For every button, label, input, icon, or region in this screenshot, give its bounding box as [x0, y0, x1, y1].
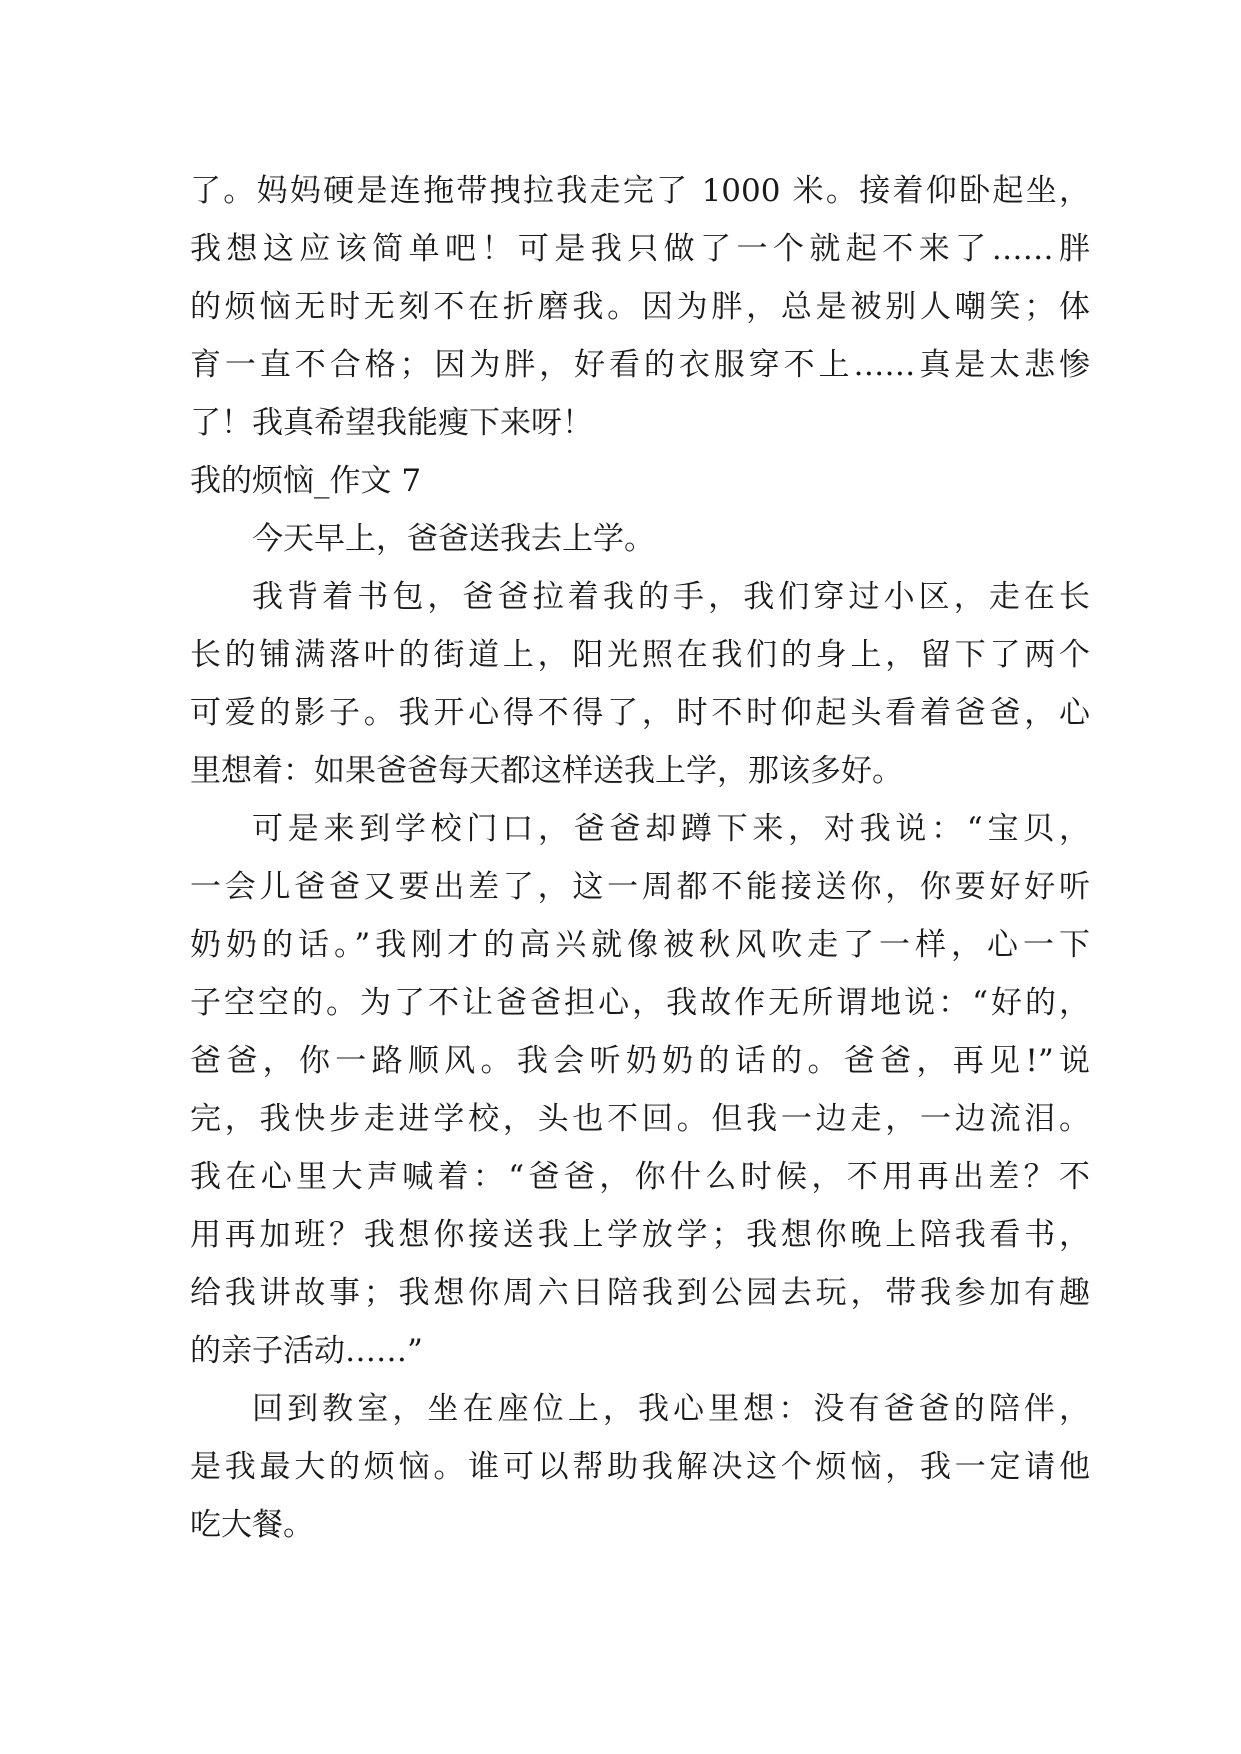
essay-title: 我的烦恼_作文 7 [190, 463, 422, 499]
text-line: 我背着书包，爸爸拉着我的手，我们穿过小区，走在长 [252, 579, 1090, 615]
text-line: 育一直不合格；因为胖，好看的衣服穿不上……真是太悲惨 [190, 347, 1090, 383]
text-line: 了！我真希望我能瘦下来呀！ [190, 405, 593, 441]
paragraph-continuation [190, 162, 1090, 452]
text-line: 一会儿爸爸又要出差了，这一周都不能接送你，你要好好听 [190, 869, 1090, 905]
text-line: 可爱的影子。我开心得不得了，时不时仰起头看着爸爸，心 [190, 695, 1090, 731]
text-line: 用再加班？我想你接送我上学放学；我想你晚上陪我看书， [190, 1217, 1090, 1253]
text-line: 是我最大的烦恼。谁可以帮助我解决这个烦恼，我一定请他 [190, 1449, 1090, 1485]
text-line: 奶奶的话。”我刚才的高兴就像被秋风吹走了一样，心一下 [190, 927, 1090, 963]
paragraph [190, 510, 1090, 568]
text-line: 里想着：如果爸爸每天都这样送我上学，那该多好。 [190, 753, 903, 789]
text-line: 可是来到学校门口，爸爸却蹲下来，对我说：“宝贝， [252, 811, 1090, 847]
paragraph [190, 568, 1090, 800]
document-body [190, 162, 1090, 1554]
text-line: 完，我快步走进学校，头也不回。但我一边走，一边流泪。 [190, 1101, 1090, 1137]
text-line: 我在心里大声喊着：“爸爸，你什么时候，不用再出差？不 [190, 1159, 1090, 1195]
text-line: 爸爸，你一路顺风。我会听奶奶的话的。爸爸，再见!”说 [190, 1043, 1090, 1079]
text-line: 长的铺满落叶的街道上，阳光照在我们的身上，留下了两个 [190, 637, 1090, 673]
text-line: 今天早上，爸爸送我去上学。 [252, 521, 655, 557]
text-line: 吃大餐。 [190, 1507, 314, 1543]
paragraph [190, 800, 1090, 1380]
text-line: 了。妈妈硬是连拖带拽拉我走完了 1000 米。接着仰卧起坐， [190, 173, 1090, 209]
paragraph [190, 1380, 1090, 1554]
text-line: 给我讲故事；我想你周六日陪我到公园去玩，带我参加有趣 [190, 1275, 1090, 1311]
text-line: 我想这应该简单吧！可是我只做了一个就起不来了……胖 [190, 231, 1090, 267]
text-line: 子空空的。为了不让爸爸担心，我故作无所谓地说：“好的， [190, 985, 1090, 1021]
text-line: 的亲子活动……” [190, 1333, 423, 1369]
text-line: 回到教室，坐在座位上，我心里想：没有爸爸的陪伴， [252, 1391, 1090, 1427]
text-line: 的烦恼无时无刻不在折磨我。因为胖，总是被别人嘲笑；体 [190, 289, 1090, 325]
